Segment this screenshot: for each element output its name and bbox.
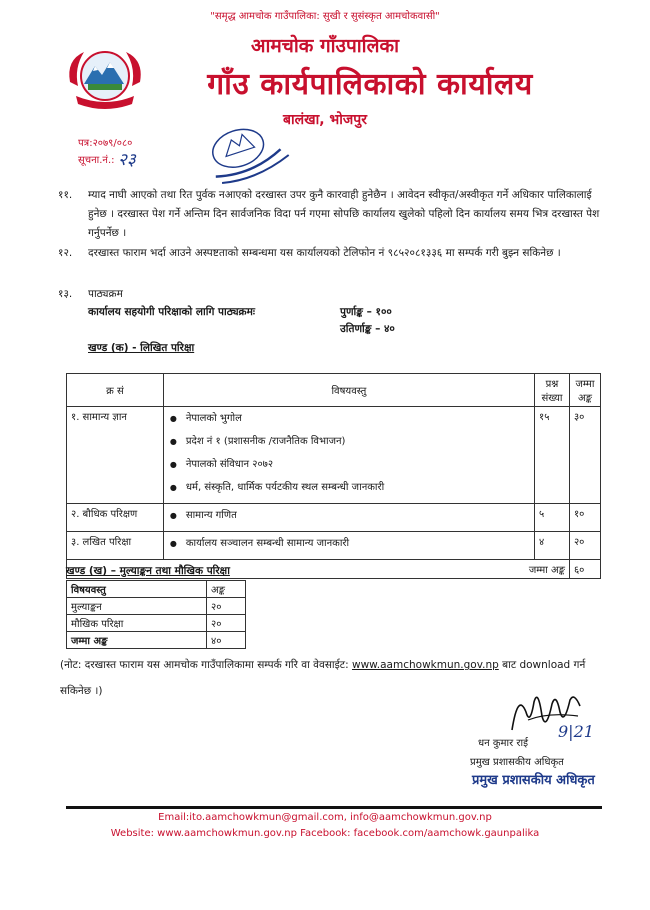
eval-value: २० <box>207 598 246 615</box>
section-a-heading: खण्ड (क) - लिखित परिक्षा <box>88 342 195 354</box>
row-topics <box>163 532 534 560</box>
full-marks: पुर्णाङ्क – १०० <box>340 306 392 318</box>
eval-value: अङ्क <box>207 581 246 598</box>
note-suffix: बाट download गर्न सकिनेछ ।) <box>60 659 586 697</box>
header-topic: विषयवस्तु <box>163 374 534 407</box>
footer-divider <box>66 806 602 809</box>
written-exam-table <box>66 373 601 579</box>
signatory-title: प्रमुख प्रशासकीय अधिकृत <box>470 757 564 768</box>
topic-item: ● सामान्य गणित <box>168 506 530 529</box>
table-row <box>67 598 246 615</box>
clause-12 <box>58 244 603 263</box>
eval-label: मुल्याङ्कन <box>67 598 207 615</box>
table-header-row <box>67 374 601 407</box>
row-subject: १. सामान्य ज्ञान <box>67 407 164 504</box>
eval-label: मौखिक परिक्षा <box>67 615 207 632</box>
row-questions: १५ <box>535 407 570 504</box>
section-b-heading: खण्ड (ख) – मुल्याङ्कन तथा मौखिक परिक्षा <box>66 565 230 577</box>
notice-number-label: सूचना.नं.: <box>78 155 115 166</box>
row-topics <box>163 504 534 532</box>
footer-email: Email:ito.aamchowkmun@gmail.com, info@aamchowkmun.gov.np <box>158 812 492 823</box>
row-marks: ३० <box>569 407 600 504</box>
row-marks: २० <box>569 532 600 560</box>
row-questions: ५ <box>535 504 570 532</box>
office-name: गाँउ कार्यपालिकाको कार्यालय <box>207 67 533 102</box>
topic-item: ● नेपालको संविधान २०७२ <box>168 455 530 478</box>
table-row <box>67 504 601 532</box>
motto: "समृद्ध आमचोक गाउँपालिका: सुखी र सुसंस्कृत आमचोकवासी" <box>210 11 440 22</box>
total-label: जम्मा अङ्क <box>67 560 570 579</box>
row-marks: १० <box>569 504 600 532</box>
header-questions: प्रश्न संख्या <box>535 374 570 407</box>
eval-value: २० <box>207 615 246 632</box>
evaluation-table <box>66 580 246 649</box>
designation-stamp: प्रमुख प्रशासकीय अधिकृत <box>472 773 595 788</box>
notice-number: २३ <box>118 150 136 170</box>
table-row <box>67 581 246 598</box>
row-subject: ३. लखित परिक्षा <box>67 532 164 560</box>
topic-item: ● प्रदेश नं १ (प्रशासनीक /राजनैतिक विभाजन) <box>168 432 530 455</box>
row-topics <box>163 407 534 504</box>
note-prefix: (नोट: दरखास्त फाराम यस आमचोक गाउँपालिकामा सम्पर्क गरि वा वेवसाईट: <box>60 659 352 671</box>
clause-13 <box>58 285 603 304</box>
table-row <box>67 407 601 504</box>
header-sn: क्र सं <box>67 374 164 407</box>
office-location: बालंखा, भोजपुर <box>283 112 367 128</box>
clause-text: पाठ्यक्रम <box>88 288 123 300</box>
row-questions: ४ <box>535 532 570 560</box>
eval-value: ४० <box>207 632 246 649</box>
pass-marks: उतिर्णाङ्क – ४० <box>340 323 395 335</box>
footer-website: Website: www.aamchowkmun.gov.np Facebook: facebook.com/aamchowk.gaunpalika <box>110 828 540 839</box>
clause-number: १३. <box>58 288 73 300</box>
clause-11 <box>58 186 603 243</box>
handwritten-date: 9|21 <box>558 722 594 741</box>
table-row <box>67 632 246 649</box>
table-row <box>67 615 246 632</box>
office-stamp <box>190 118 310 190</box>
topic-item: ● नेपालको भुगोल <box>168 409 530 432</box>
municipality-name: आमचोक गाँउपालिका <box>250 35 400 57</box>
signatory-name: धन कुमार राई <box>478 738 528 749</box>
header-marks: जम्मा अङ्क <box>569 374 600 407</box>
total-value: ६० <box>569 560 600 579</box>
clause-number: १२. <box>58 247 73 259</box>
topic-item: ● कार्यालय सञ्चालन सम्बन्धी सामान्य जानकारी <box>168 534 530 557</box>
eval-label: जम्मा अङ्क <box>67 632 207 649</box>
clause-text: दरखास्त फाराम भर्दा आउने अस्पष्टताको सम्बन्धमा यस कार्यालयको टेलिफोन नं ९८५२०८१३३६ मा सम्पर्क गरी बुझ्न सकिनेछ । <box>88 247 561 259</box>
clause-text: म्याद नाघी आएको तथा रित पुर्वक नआएको दरखास्त उपर कुनै कारवाही हुनेछैन । आवेदन स्वीकृत/अस्वीकृत गर्ने अधिकार पालिकालाई हुनेछ । दरखास्त पेश गर्ने अन्तिम दिन सार्वजनिक विदा पर्न गएमा सोपछि कार्यालय खुलेको पहिलो दिन कार्यालय समय भित्र दरखास्त पेश गर्नुपर्नेछ । <box>88 189 600 239</box>
row-subject: २. बौधिक परिक्षण <box>67 504 164 532</box>
syllabus-label: कार्यालय सहयोगी परिक्षाको लागि पाठ्यक्रमः <box>88 306 256 318</box>
reference-number: पत्र:२०७९/०८० <box>78 138 133 149</box>
table-row <box>67 532 601 560</box>
website-link[interactable]: www.aamchowkmun.gov.np <box>351 659 499 671</box>
eval-label: विषयवस्तु <box>67 581 207 598</box>
clause-number: ११. <box>58 189 73 201</box>
topic-item: ● धर्म, संस्कृति, धार्मिक पर्यटकीय स्थल सम्बन्धी जानकारी <box>168 478 530 501</box>
